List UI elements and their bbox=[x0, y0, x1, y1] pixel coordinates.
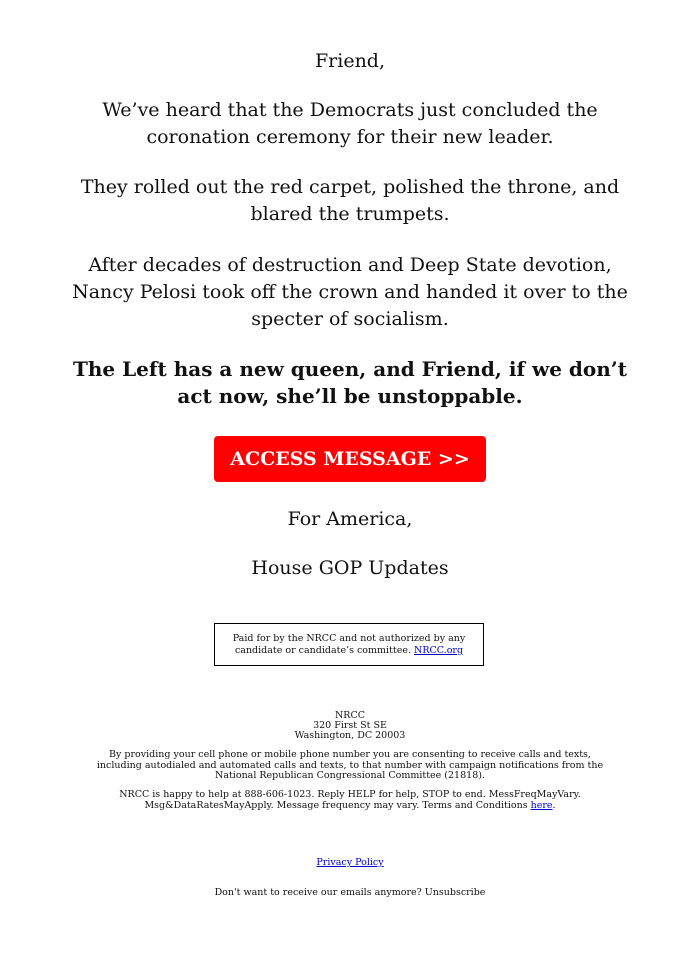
paragraph-pelosi: After decades of destruction and Deep State devotion, Nancy Pelosi took off the crown and handed it over to the specter of socialism. bbox=[72, 254, 628, 330]
headline: The Left has a new queen, and Friend, if we don’t act now, she’ll be unstoppable. bbox=[73, 357, 627, 408]
disclaimer-text: Paid for by the NRCC and not authorized by any candidate or candidate’s committee. bbox=[232, 633, 466, 656]
address-org: NRCC bbox=[334, 710, 365, 721]
help-text-block bbox=[95, 790, 605, 811]
signature: House GOP Updates bbox=[251, 557, 449, 579]
greeting: Friend, bbox=[314, 50, 386, 72]
cta-container bbox=[0, 436, 700, 482]
consent-text: By providing your cell phone or mobile phone number you are consenting to receive calls and texts, including autodialed and automated calls and texts, to that number with campaign notifications from the National Republican Congressional Committee (21818). bbox=[96, 749, 604, 781]
paid-for-disclaimer bbox=[214, 623, 484, 666]
privacy-policy-link[interactable]: Privacy Policy bbox=[316, 857, 384, 868]
address-street: 320 First St SE bbox=[313, 720, 387, 731]
signoff: For America, bbox=[287, 508, 413, 530]
period: . bbox=[552, 799, 556, 811]
help-text: NRCC is happy to help at 888-606-1023. Reply HELP for help, STOP to end. MessFreqMayVary. Msg&DataRatesMayApply. Message frequency may vary. Terms and Conditions bbox=[119, 789, 581, 811]
address-city: Washington, DC 20003 bbox=[294, 730, 406, 741]
unsubscribe-text[interactable]: Don't want to receive our emails anymore? Unsubscribe bbox=[214, 887, 486, 898]
access-message-button[interactable]: ACCESS MESSAGE >> bbox=[214, 436, 486, 482]
terms-link[interactable]: here bbox=[530, 799, 553, 811]
nrcc-link[interactable]: NRCC.org bbox=[414, 645, 464, 656]
privacy-container bbox=[0, 857, 700, 868]
paragraph-coronation: We’ve heard that the Democrats just concluded the coronation ceremony for their new leader. bbox=[102, 99, 598, 148]
paragraph-red-carpet: They rolled out the red carpet, polished the throne, and blared the trumpets. bbox=[80, 176, 620, 225]
